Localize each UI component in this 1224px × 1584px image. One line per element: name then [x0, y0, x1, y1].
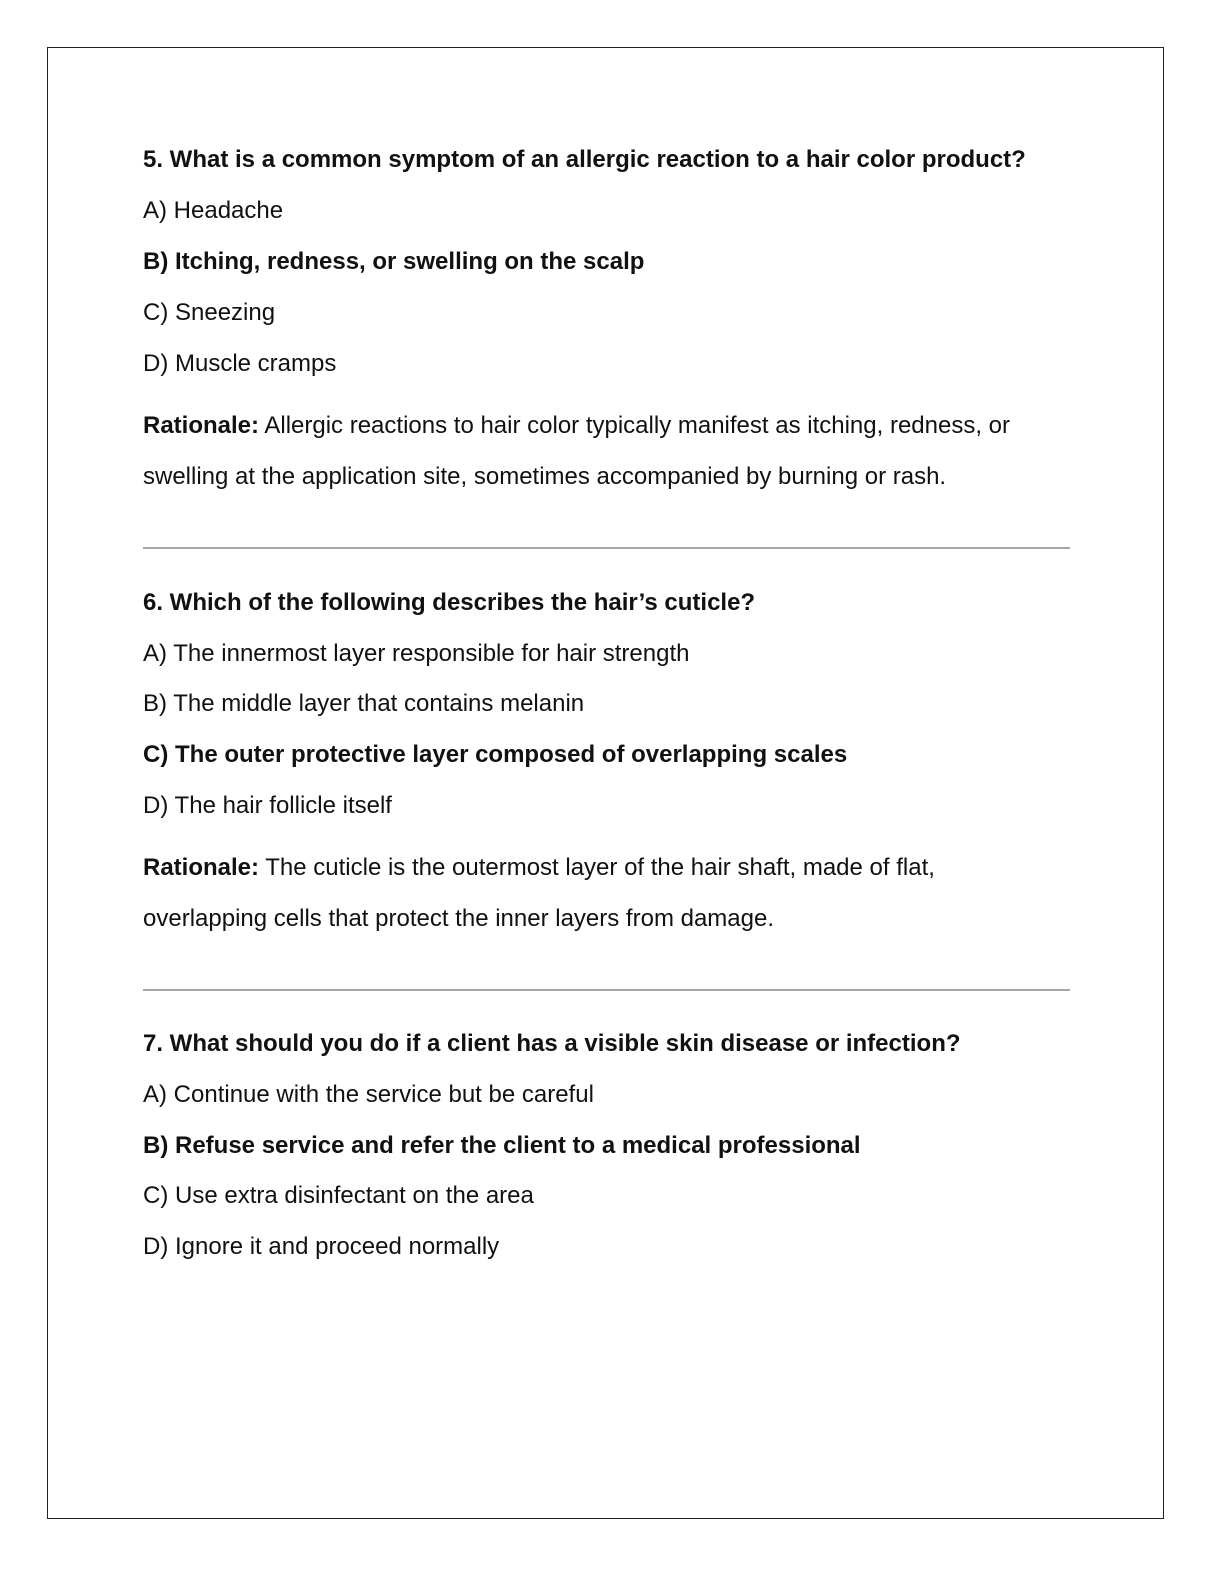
rationale-label: Rationale: [143, 412, 260, 439]
option-c: C) Use extra disinfectant on the area [143, 1182, 534, 1209]
rationale-line-1 [143, 853, 935, 883]
rationale-text: Allergic reactions to hair color typically manifest as itching, redness, or [259, 412, 1011, 439]
question-text: 7. What should you do if a client has a visible skin disease or infection? [143, 1030, 961, 1057]
option-c-correct: C) The outer protective layer composed of overlapping scales [143, 741, 848, 768]
option-d: D) Muscle cramps [143, 350, 337, 377]
option-b: B) The middle layer that contains melanin [143, 690, 585, 717]
option-b-correct: B) Itching, redness, or swelling on the scalp [143, 248, 645, 275]
option-d: D) The hair follicle itself [143, 792, 392, 819]
option-a: A) Headache [143, 197, 284, 224]
rationale-label: Rationale: [143, 854, 260, 881]
section-divider [143, 547, 1070, 549]
rationale-line-2: swelling at the application site, sometimes accompanied by burning or rash. [143, 463, 947, 490]
rationale-text: The cuticle is the outermost layer of the hair shaft, made of flat, [259, 854, 935, 881]
option-a: A) The innermost layer responsible for hair strength [143, 640, 690, 667]
option-d: D) Ignore it and proceed normally [143, 1233, 500, 1260]
question-text: 6. Which of the following describes the hair’s cuticle? [143, 589, 756, 616]
option-c: C) Sneezing [143, 299, 276, 326]
question-text: 5. What is a common symptom of an allergic reaction to a hair color product? [143, 146, 1026, 173]
rationale-line-1 [143, 411, 1010, 441]
option-a: A) Continue with the service but be careful [143, 1081, 594, 1108]
option-b-correct: B) Refuse service and refer the client to a medical professional [143, 1132, 861, 1159]
rationale-line-2: overlapping cells that protect the inner layers from damage. [143, 905, 774, 932]
section-divider [143, 989, 1070, 991]
